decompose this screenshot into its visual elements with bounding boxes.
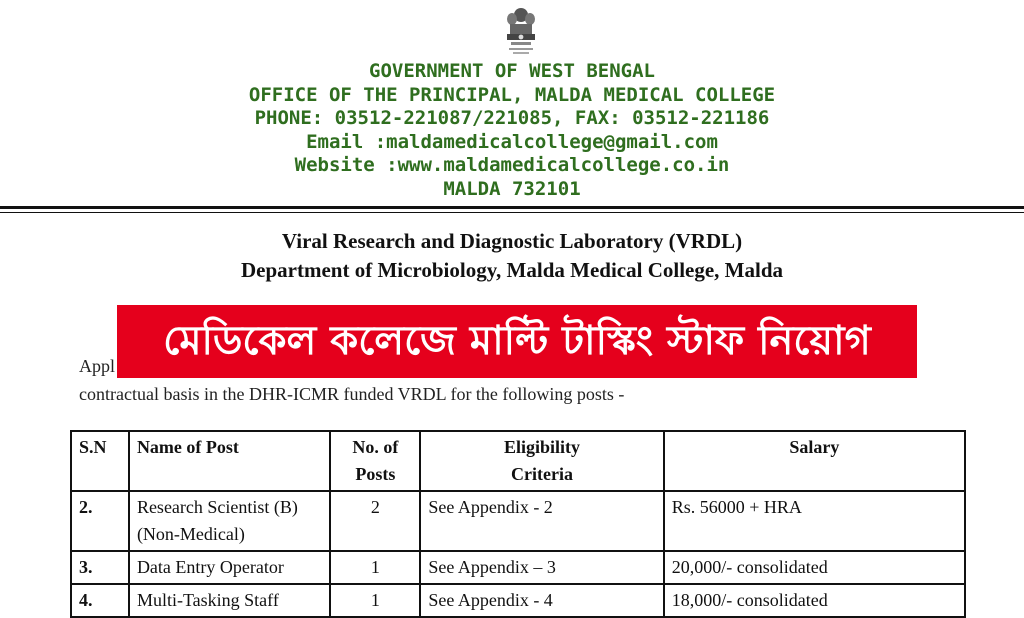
row-salary: 20,000/- consolidated — [664, 551, 965, 584]
row-eligibility: See Appendix - 2 — [420, 491, 663, 551]
posts-table — [70, 430, 966, 618]
table-header-row — [71, 431, 965, 491]
department-title: Department of Microbiology, Malda Medical College, Malda — [240, 258, 784, 282]
header-website: Website :www.maldamedicalcollege.co.in — [294, 154, 730, 176]
row-post-name-line1: Research Scientist (B) — [136, 497, 298, 517]
office-header — [0, 60, 1024, 201]
header-divider-thin — [0, 212, 1024, 213]
table-row — [71, 584, 965, 617]
header-post-count — [330, 431, 420, 491]
national-emblem-icon — [501, 6, 541, 58]
header-sn: S.N — [71, 431, 129, 491]
header-salary: Salary — [664, 431, 965, 491]
header-eligibility-line1: Eligibility — [504, 437, 581, 457]
row-post-name-line2: (Non-Medical) — [136, 524, 245, 544]
header-eligibility-line2: Criteria — [511, 464, 574, 484]
row-eligibility: See Appendix – 3 — [420, 551, 663, 584]
row-post-count: 2 — [330, 491, 420, 551]
lab-title: Viral Research and Diagnostic Laboratory (VRDL) — [281, 229, 743, 253]
table-row — [71, 491, 965, 551]
bengali-banner: মেডিকেল কলেজে মাল্টি টাস্কিং স্টাফ নিয়োগ — [117, 305, 917, 378]
header-phone: PHONE: 03512-221087/221085, FAX: 03512-221186 — [254, 107, 770, 129]
row-sn: 3. — [71, 551, 129, 584]
header-office: OFFICE OF THE PRINCIPAL, MALDA MEDICAL COLLEGE — [248, 83, 776, 106]
row-post-name: Multi-Tasking Staff — [129, 584, 331, 617]
header-post-count-line2: Posts — [355, 464, 396, 484]
row-salary: Rs. 56000 + HRA — [664, 491, 965, 551]
intro-text: contractual basis in the DHR-ICMR funded VRDL for the following posts - — [79, 384, 625, 404]
header-government: GOVERNMENT OF WEST BENGAL — [369, 60, 655, 82]
intro-text-partial: Appl — [79, 356, 115, 376]
row-post-name — [129, 491, 331, 551]
header-eligibility — [420, 431, 663, 491]
row-post-name: Data Entry Operator — [129, 551, 331, 584]
row-post-count: 1 — [330, 584, 420, 617]
table-row — [71, 551, 965, 584]
row-eligibility: See Appendix - 4 — [420, 584, 663, 617]
row-sn: 2. — [71, 491, 129, 551]
header-email: Email :maldamedicalcollege@gmail.com — [306, 130, 718, 153]
row-salary: 18,000/- consolidated — [664, 584, 965, 617]
header-post-count-line1: No. of — [352, 437, 399, 457]
header-post-name: Name of Post — [129, 431, 331, 491]
row-sn: 4. — [71, 584, 129, 617]
header-address: MALDA 732101 — [443, 177, 581, 200]
header-divider-thick — [0, 206, 1024, 209]
row-post-count: 1 — [330, 551, 420, 584]
